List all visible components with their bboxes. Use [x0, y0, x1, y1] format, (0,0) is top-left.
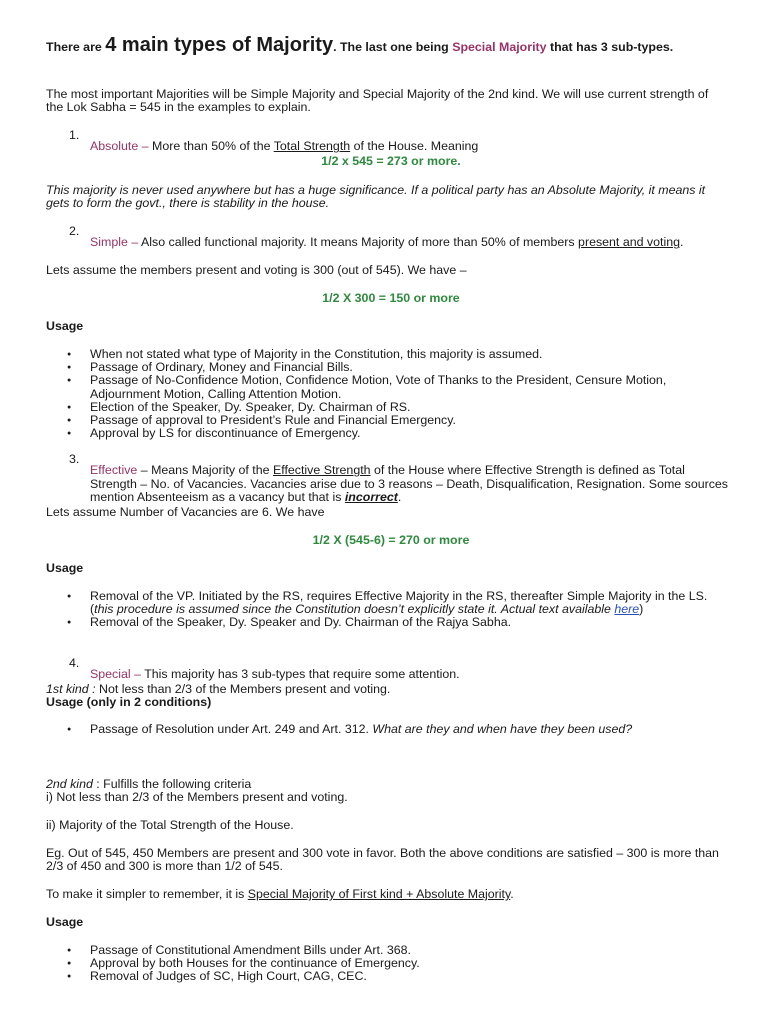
- special-definition: [90, 668, 730, 681]
- list-item: [64, 723, 724, 736]
- kind2-usage-heading: Usage: [46, 915, 84, 929]
- list-number-simple: 2.: [69, 224, 80, 238]
- absolute-underlined: Total Strength: [273, 139, 351, 154]
- list-item: ● Approval by LS for discontinuance of Emergency.: [64, 427, 724, 440]
- absolute-note: This majority is never used anywhere but has a huge significance. If a political party has an Absolute Majority, it means it gets to form the govt., there is stability in the house.: [46, 183, 706, 211]
- list-item: ● Removal of the Speaker, Dy. Speaker and Dy. Chairman of the Rajya Sabha.: [64, 616, 724, 629]
- list-item: ● Approval by both Houses for the continuance of Emergency.: [64, 957, 724, 970]
- effective-text-c: .: [397, 489, 402, 504]
- effective-usage-heading: Usage: [46, 561, 84, 575]
- list-item: ● Passage of approval to President’s Rule and Financial Emergency.: [64, 414, 724, 427]
- effective-text-a: – Means Majority of the: [137, 463, 273, 478]
- kind2-usage-list: [64, 944, 724, 984]
- effective-assumption: Lets assume Number of Vacancies are 6. We have: [46, 505, 325, 519]
- effective-usage-list: [64, 590, 724, 630]
- absolute-text-b: of the House. Meaning: [350, 139, 479, 154]
- absolute-text-a: More than 50% of the: [148, 139, 274, 154]
- list-item: [64, 590, 724, 616]
- kind1-text: Not less than 2/3 of the Members present and voting.: [95, 682, 391, 696]
- list-number-absolute: 1.: [69, 128, 80, 142]
- simple-underlined: present and voting: [578, 235, 680, 250]
- intro-big-text: 4 main types of Majority: [105, 34, 334, 56]
- kind2-text: : Fulfills the following criteria: [92, 777, 252, 791]
- kind2-simpler: [46, 888, 726, 901]
- effective-incorrect: incorrect: [344, 489, 398, 504]
- effective-underlined: Effective Strength: [272, 463, 371, 478]
- intro-heading: [46, 34, 726, 56]
- effective-text-b: of the House where Effective Strength is defined as Total Strength – No. of Vacancies. Vacancies arise due to 3 reasons – Death, Disqualification, Resignation. Some sources mention Absenteeism as a vacancy but that is: [90, 463, 729, 504]
- intro-mid: . The last one being: [333, 40, 453, 54]
- kind2-label: 2nd kind: [46, 777, 93, 791]
- absolute-definition: [90, 140, 730, 153]
- kind1-usage-heading: Usage (only in 2 conditions): [46, 695, 212, 709]
- intro-paragraph: The most important Majorities will be Simple Majority and Special Majority of the 2nd kind. We will use current strength of the Lok Sabha = 545 in the examples to explain.: [46, 87, 709, 115]
- here-link[interactable]: here: [614, 602, 640, 617]
- list-number-effective: 3.: [69, 452, 80, 466]
- list-item: ● Passage of Ordinary, Money and Financial Bills.: [64, 361, 724, 374]
- intro-special-majority: Special Majority: [452, 40, 547, 54]
- simple-usage-heading: Usage: [46, 319, 84, 333]
- intro-suffix: that has 3 sub-types.: [546, 40, 674, 54]
- list-number-special: 4.: [69, 656, 80, 670]
- intro-prefix: There are: [46, 40, 106, 54]
- list-item: ● Passage of No-Confidence Motion, Confidence Motion, Vote of Thanks to the President, Censure Motion, Adjournment Motion, Calling Attention Motion.: [64, 374, 724, 400]
- kind2-criterion-i: i) Not less than 2/3 of the Members present and voting.: [46, 790, 348, 804]
- simple-label: Simple –: [90, 235, 139, 250]
- effective-formula: 1/2 X (545-6) = 270 or more: [312, 533, 470, 547]
- simple-text-b: .: [680, 235, 684, 250]
- simple-formula: 1/2 X 300 = 150 or more: [322, 291, 460, 305]
- kind2-criterion-ii: ii) Majority of the Total Strength of the House.: [46, 818, 294, 832]
- kind1-usage-list: [64, 723, 724, 736]
- effective-label: Effective: [90, 463, 138, 478]
- special-text: This majority has 3 sub-types that require some attention.: [140, 667, 460, 682]
- kind1-usage-text: Passage of Resolution under Art. 249 and Art. 312.: [90, 722, 373, 736]
- kind1-usage-question: What are they and when have they been used?: [372, 722, 633, 736]
- simpler-underlined: Special Majority of First kind + Absolute Majority: [247, 887, 511, 901]
- list-item: ● When not stated what type of Majority in the Constitution, this majority is assumed.: [64, 348, 724, 361]
- absolute-label: Absolute –: [90, 139, 149, 154]
- simple-definition: [90, 236, 730, 249]
- absolute-formula: 1/2 x 545 = 273 or more.: [321, 154, 461, 168]
- effective-usage1-italic: this procedure is assumed since the Constitution doesn’t explicitly state it. Actual text available: [94, 602, 615, 617]
- list-item: ● Removal of Judges of SC, High Court, CAG, CEC.: [64, 970, 724, 983]
- special-label: Special –: [90, 667, 141, 682]
- simpler-text-a: To make it simpler to remember, it is: [46, 887, 248, 901]
- effective-usage1-close: ): [639, 602, 644, 617]
- simpler-text-b: .: [510, 887, 514, 901]
- list-item: ● Passage of Constitutional Amendment Bills under Art. 368.: [64, 944, 724, 957]
- list-item: ● Election of the Speaker, Dy. Speaker, Dy. Chairman of RS.: [64, 401, 724, 414]
- simple-usage-list: [64, 348, 724, 440]
- simple-text-a: Also called functional majority. It means Majority of more than 50% of members: [138, 235, 579, 250]
- effective-usage1-text: Removal of the VP. Initiated by the RS, requires Effective Majority in the RS, thereafter Simple Majority in the LS. (: [90, 589, 708, 617]
- effective-definition: [90, 464, 730, 504]
- kind1-label: 1st kind :: [46, 682, 96, 696]
- simple-assumption: Lets assume the members present and voting is 300 (out of 545). We have –: [46, 263, 467, 277]
- kind2-example: Eg. Out of 545, 450 Members are present and 300 vote in favor. Both the above conditions are satisfied – 300 is more than 2/3 of 450 and 300 is more than 1/2 of 545.: [46, 846, 719, 874]
